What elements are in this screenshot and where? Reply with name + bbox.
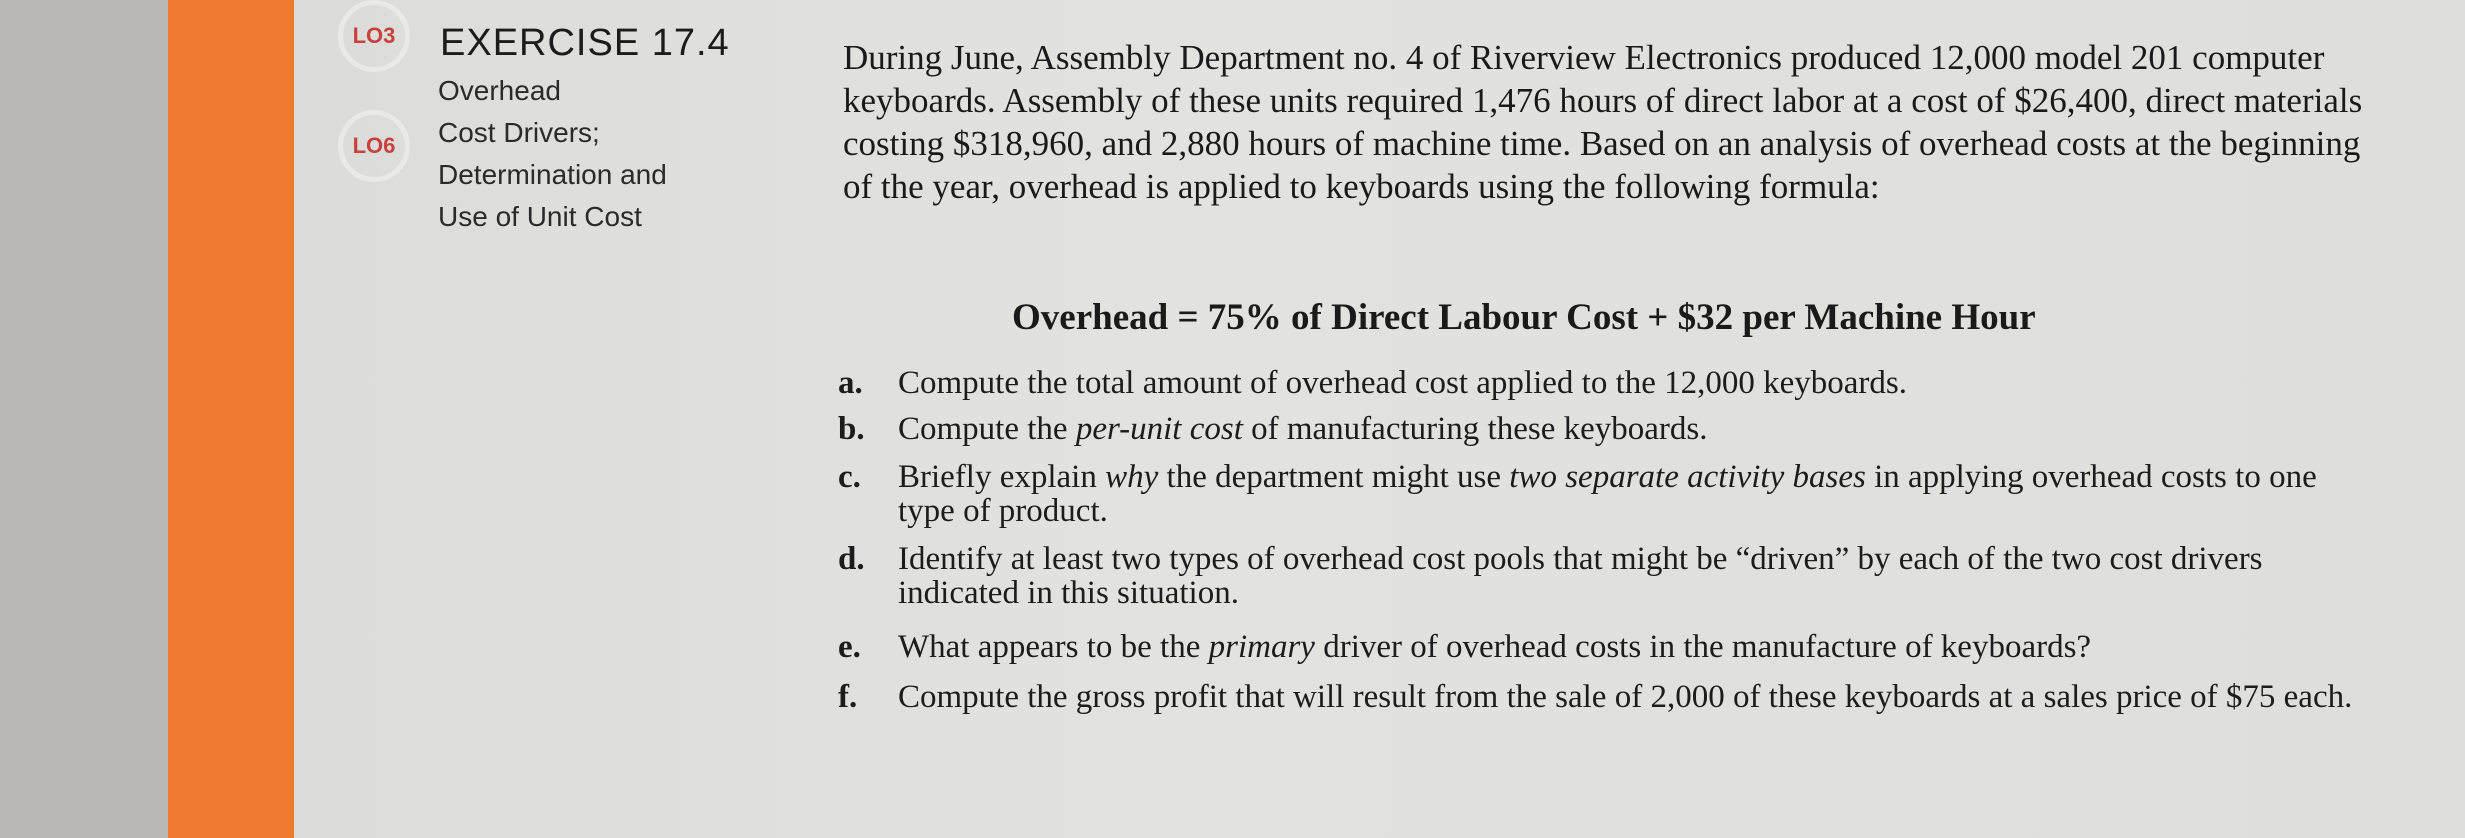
emphasis-text: primary (1208, 629, 1315, 665)
question-text: the department might use (1158, 459, 1510, 495)
question-f (838, 680, 2373, 714)
background-margin (0, 0, 168, 838)
question-text: Compute the gross profit that will result from the sale of 2,000 of these keyboards at a sales price of $75 each. (898, 679, 2353, 715)
emphasis-text: two separate activity bases (1509, 459, 1866, 495)
emphasis-text: per-unit cost (1075, 411, 1243, 447)
exercise-subtitle (438, 70, 738, 238)
subtitle-line: Use of Unit Cost (438, 201, 642, 232)
subtitle-line: Determination and (438, 159, 667, 190)
question-text: What appears to be the (898, 629, 1209, 665)
question-letter: d. (838, 541, 865, 577)
problem-statement: During June, Assembly Department no. 4 of Riverview Electronics produced 12,000 model 201 computer keyboards. Assembly of these units required 1,476 hours of direct labor at a cost of $26,400, direct materials costing $318,960, and 2,880 hours of machine time. Based on an analysis of overhead costs at the beginning of the year, overhead is applied to keyboards using the following formula: (843, 38, 2363, 206)
question-b (838, 412, 2373, 446)
question-text: of manufacturing these keyboards. (1242, 411, 1708, 447)
question-text: Briefly explain (898, 459, 1106, 495)
question-d (838, 542, 2373, 610)
orange-side-bar (168, 0, 294, 838)
question-list (838, 366, 2373, 714)
emphasis-text: why (1105, 459, 1159, 495)
question-text: Compute the (898, 411, 1076, 447)
question-text: in applying overhead costs to one type of product. (898, 459, 2317, 529)
question-letter: e. (838, 629, 861, 665)
question-text: Identify at least two types of overhead cost pools that might be “driven” by each of the two cost drivers indicated in this situation. (898, 541, 2263, 611)
question-letter: a. (838, 365, 863, 401)
question-text: driver of overhead costs in the manufacture of keyboards? (1314, 629, 2092, 665)
subtitle-line: Overhead (438, 75, 561, 106)
exercise-title: EXERCISE 17.4 (440, 22, 730, 64)
learning-objective-badge-lo3: LO3 (338, 0, 410, 72)
question-letter: c. (838, 459, 861, 495)
question-e (838, 630, 2373, 664)
learning-objective-badge-lo6: LO6 (338, 110, 410, 182)
question-a (838, 366, 2373, 400)
subtitle-line: Cost Drivers; (438, 117, 600, 148)
question-letter: f. (838, 679, 858, 715)
question-c (838, 460, 2373, 528)
question-text: Compute the total amount of overhead cost applied to the 12,000 keyboards. (898, 365, 1908, 401)
overhead-formula: Overhead = 75% of Direct Labour Cost + $32 per Machine Hour (1012, 297, 2036, 338)
question-letter: b. (838, 411, 865, 447)
